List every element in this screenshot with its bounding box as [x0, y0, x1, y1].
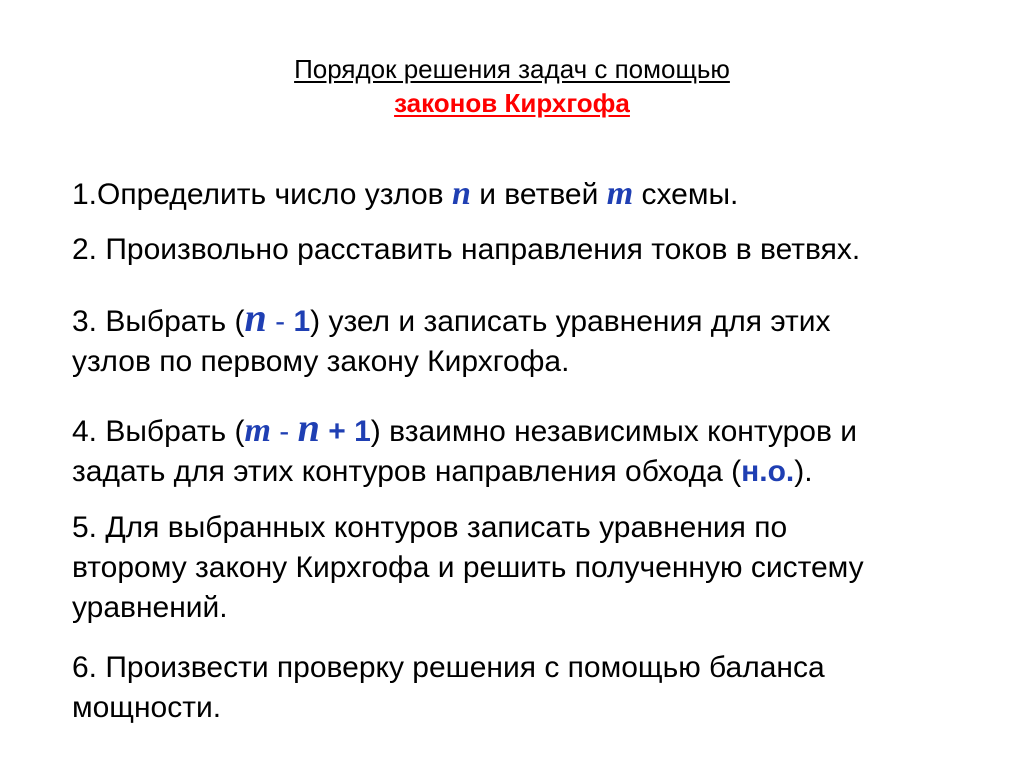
step-4-text-a: 4. Выбрать (: [72, 415, 245, 448]
plus-sign: +: [319, 415, 355, 448]
variable-m: m: [606, 175, 634, 212]
step-3-text-a: 3. Выбрать (: [72, 305, 245, 338]
variable-n: n: [244, 295, 267, 340]
slide-title: [0, 52, 1024, 120]
variable-n: n: [297, 405, 320, 450]
step-4-text-b: ) взаимно независимых контуров и: [370, 415, 857, 448]
step-1-text-b: и ветвей: [470, 178, 607, 211]
step-1: [72, 174, 738, 215]
step-3-line-2: узлов по первому закону Кирхгофа.: [72, 345, 570, 378]
step-5-line-1: 5. Для выбранных контуров записать уравнения по: [72, 511, 788, 544]
number-one: 1: [293, 305, 311, 338]
step-5: [72, 508, 864, 628]
step-2-text: 2. Произвольно расставить направления токов в ветвях.: [72, 233, 861, 266]
step-3-line-1: [72, 295, 831, 342]
step-5-line-2: второму закону Кирхгофа и решить полученную систему: [72, 551, 864, 584]
step-4-line-2: [72, 452, 857, 492]
traversal-direction-abbr: н.о.: [741, 455, 795, 488]
step-3-text-b: ) узел и записать уравнения для этих: [310, 305, 831, 338]
step-4-text-d: ).: [794, 455, 813, 488]
step-4-text-c: задать для этих контуров направления обхода (: [72, 455, 742, 488]
step-3: [72, 295, 831, 382]
title-line-2: законов Кирхгофа: [394, 88, 630, 118]
step-1-text-c: схемы.: [633, 178, 739, 211]
step-6: [72, 648, 825, 728]
variable-n: n: [451, 175, 471, 212]
step-4-line-1: [72, 405, 857, 452]
title-line-1: Порядок решения задач с помощью: [294, 54, 730, 84]
step-1-text-a: 1.Определить число узлов: [72, 178, 452, 211]
minus-sign: -: [270, 415, 298, 448]
step-6-line-1: 6. Произвести проверку решения с помощью баланса: [72, 651, 825, 684]
step-4: [72, 405, 857, 492]
minus-sign: -: [266, 305, 294, 338]
variable-m: m: [244, 412, 271, 449]
step-5-line-3: уравнений.: [72, 591, 228, 624]
number-one: 1: [354, 415, 371, 448]
step-6-line-2: мощности.: [72, 691, 222, 724]
step-2: [72, 230, 860, 270]
